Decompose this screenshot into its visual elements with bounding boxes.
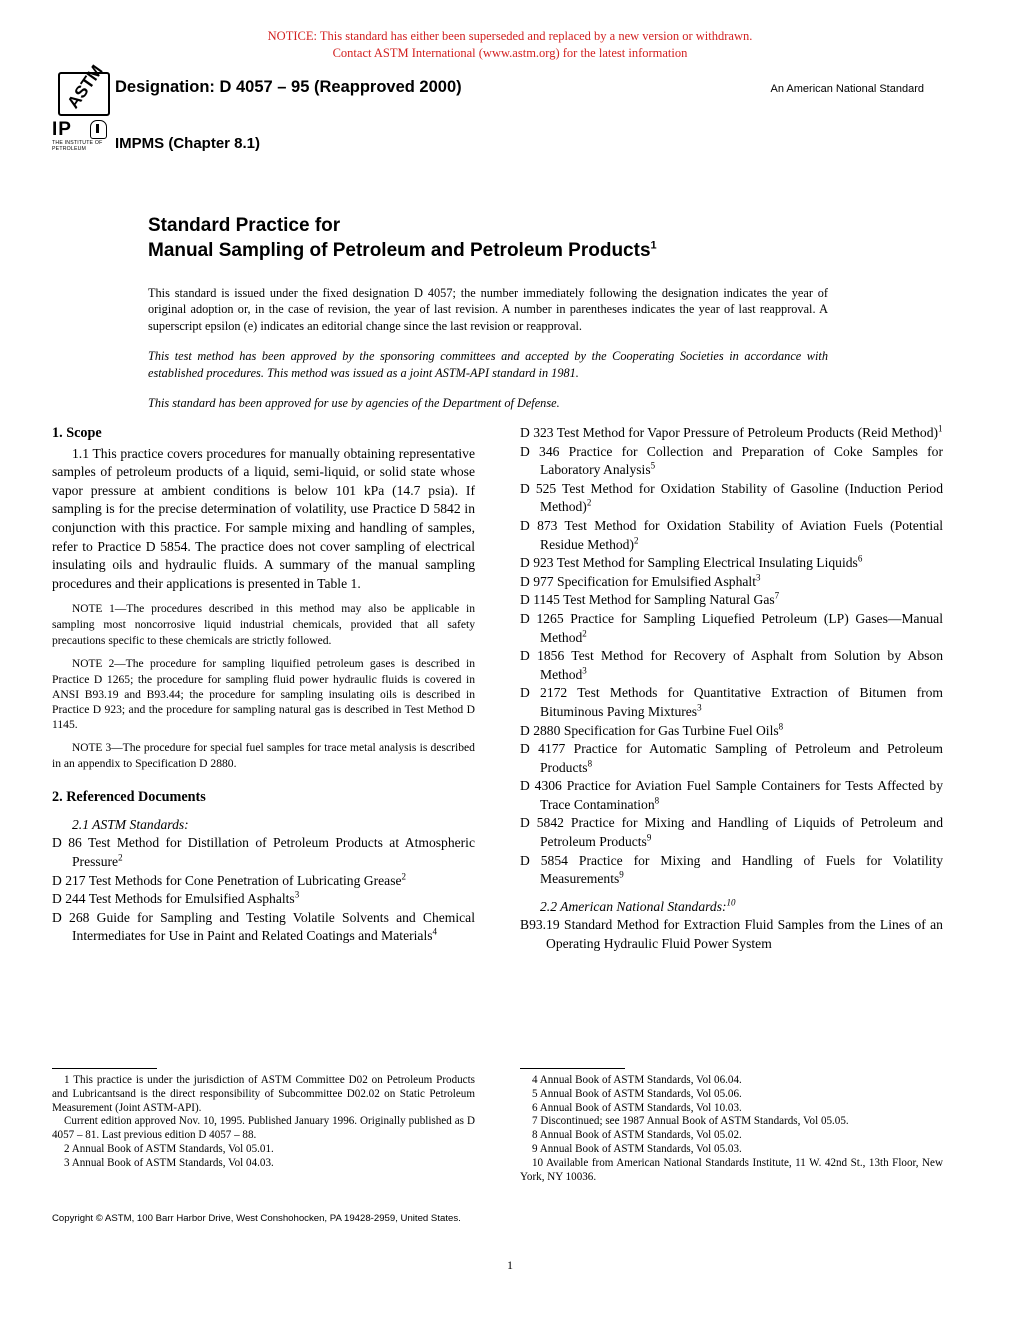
astm-standard-item [520, 424, 943, 443]
astm-standard-item [52, 890, 475, 909]
impms-chapter-label: IMPMS (Chapter 8.1) [115, 135, 261, 152]
footnotes-right [520, 1074, 943, 1184]
reference-footnote-marker: 2 [586, 497, 592, 508]
reference-title: Practice for Aviation Fuel Sample Containers for Tests Affected by Trace Contamination [540, 778, 943, 812]
reference-title: Standard Method for Extraction Fluid Samples from the Lines of an Operating Hydraulic Fluid Power System [546, 917, 943, 952]
reference-title: Test Method for Recovery of Asphalt from Solution by Abson Method [540, 648, 943, 682]
reference-id: D 268 [52, 909, 97, 925]
page-title [148, 213, 848, 263]
ip-logo-badge-icon [90, 120, 107, 139]
astm-standard-item [52, 872, 475, 891]
reference-id: D 346 [520, 443, 569, 459]
reference-id: D 977 [520, 573, 558, 589]
reference-footnote-marker: 1 [938, 423, 943, 434]
title-line-1: Standard Practice for [148, 215, 341, 236]
reference-id: D 2880 [520, 722, 564, 738]
reference-id: D 923 [520, 555, 557, 571]
reference-footnote-marker: 9 [619, 869, 624, 880]
astm-standard-item [520, 722, 943, 741]
note-3-label: NOTE 3— [72, 742, 123, 755]
astm-standards-list-part1 [52, 834, 475, 946]
reference-id: D 5854 [520, 852, 579, 868]
note-2-text: The procedure for sampling liquified petroleum gases is described in Practice D 1265; the procedure for sampling fluid power hydraulic fluids is covered in ANSI B93.19 and B93.44; the procedure for sampling insulating oils is described in Practice D 923; and the procedure for sampling natural gas is described in Test Method D 1145. [52, 656, 475, 731]
astm-standard-item [52, 909, 475, 946]
page-number: 1 [507, 1258, 513, 1272]
note-1-label: NOTE 1— [72, 603, 127, 616]
footnote: 3 Annual Book of ASTM Standards, Vol 04.03. [64, 1156, 274, 1169]
reference-title: Test Methods for Cone Penetration of Lubricating Grease [88, 872, 402, 888]
superseded-notice [0, 28, 1020, 62]
footnote: 9 Annual Book of ASTM Standards, Vol 05.03. [532, 1142, 742, 1155]
reference-title: Specification for Emulsified Asphalt [557, 573, 756, 589]
reference-id: D 4306 [520, 778, 567, 794]
reference-footnote-marker: 2 [582, 628, 587, 638]
reference-id: D 323 [520, 425, 557, 440]
astm-standard-item [520, 517, 943, 554]
footnote: 10 Available from American National Standards Institute, 11 W. 42nd St., 13th Floor, New York, NY 10036. [520, 1156, 943, 1183]
footnotes-left [52, 1074, 475, 1171]
reference-title: Practice for Collection and Preparation of Coke Samples for Laboratory Analysis [540, 443, 943, 478]
scope-heading: 1. Scope [52, 425, 102, 441]
reference-footnote-marker: 3 [294, 889, 300, 900]
reference-id: D 1856 [520, 648, 572, 664]
reference-footnote-marker: 2 [401, 871, 407, 882]
notice-line-1: NOTICE: This standard has either been superseded and replaced by a new version or withdrawn. [267, 29, 753, 43]
reference-title: Practice for Mixing and Handling of Fuels for Volatility Measurements [540, 852, 943, 887]
footnote: 1 This practice is under the jurisdiction of ASTM Committee D02 on Petroleum Products and Lubricantsand is the direct responsibility of Subcommittee D02.02 on Static Petroleum Measurement (Joint ASTM-API). [52, 1074, 475, 1114]
reference-footnote-marker: 2 [634, 535, 639, 546]
ans-standards-list [520, 916, 943, 953]
reference-footnote-marker: 6 [857, 553, 863, 564]
title-line-2: Manual Sampling of Petroleum and Petroleum Products$^1$ [148, 239, 657, 261]
reference-id: D 244 [52, 891, 89, 907]
note-3 [52, 740, 475, 771]
reference-title: Test Methods for Quantitative Extraction of Bitumen from Bituminous Paving Mixtures [540, 685, 943, 719]
preamble-para-3: This standard has been approved for use by agencies of the Department of Defense. [148, 396, 560, 411]
reference-footnote-marker: 4 [432, 926, 438, 937]
astm-standard-item [520, 554, 943, 573]
footnote: 4 Annual Book of ASTM Standards, Vol 06.04. [532, 1074, 742, 1086]
reference-footnote-marker: 7 [774, 590, 780, 601]
right-column [520, 424, 943, 954]
reference-id: D 1145 [520, 592, 564, 608]
reference-id: B93.19 [520, 917, 565, 933]
astm-standard-item [520, 684, 943, 721]
ans-standards-subheading: 2.2 American National Standards:$^{10}$ [540, 897, 736, 914]
astm-logo-icon [58, 61, 108, 114]
note-1 [52, 601, 475, 647]
astm-standard-item [520, 443, 943, 480]
reference-id: D 4177 [520, 741, 574, 757]
title-footnote-marker: 1 [650, 239, 657, 252]
note-2-label: NOTE 2— [72, 657, 126, 670]
reference-footnote-marker: 8 [778, 720, 784, 731]
astm-logo-text: ASTM [63, 61, 107, 112]
astm-standards-list-part2 [520, 424, 943, 889]
preamble-para-1: This standard is issued under the fixed designation D 4057; the number immediately following the designation indicates the year of original adoption or, in the case of revision, the year of last revision. A number in parentheses indicates the year of last reapproval. A superscript epsilon (e) indicates an editorial change since the last revision or reapproval. [148, 286, 828, 333]
reference-title: Test Method for Sampling Natural Gas [563, 592, 775, 608]
reference-id: D 525 [520, 480, 563, 496]
reference-footnote-marker: 2 [118, 852, 123, 863]
designation-line: Designation: D 4057 – 95 (Reapproved 2000) [115, 78, 462, 96]
reference-id: D 86 [52, 835, 88, 851]
reference-title: Practice for Sampling Liquefied Petroleum (LP) Gases—Manual Method [540, 610, 943, 645]
footnote-rule-left [52, 1068, 157, 1069]
reference-title: Test Method for Sampling Electrical Insulating Liquids [556, 555, 858, 571]
preamble-para-2: This test method has been approved by the sponsoring committees and accepted by the Cooperating Societies in accordance with established procedures. This method was issued as a joint ASTM-API standard in 1981. [148, 349, 828, 380]
reference-title: Test Method for Oxidation Stability of Gasoline (Induction Period Method) [540, 480, 943, 515]
footnote: 2 Annual Book of ASTM Standards, Vol 05.01. [64, 1142, 274, 1155]
reference-title: Test Method for Oxidation Stability of Aviation Fuels (Potential Residue Method) [540, 517, 944, 552]
reference-title: Guide for Sampling and Testing Volatile Solvents and Chemical Intermediates for Use in Paint and Related Coatings and Materials [72, 909, 475, 944]
astm-standards-subheading: 2.1 ASTM Standards: [72, 816, 189, 832]
astm-standard-item [520, 610, 943, 647]
scope-paragraph: 1.1 This practice covers procedures for manually obtaining representative samples of petroleum products of a liquid, semi-liquid, or solid state whose vapor pressure at ambient conditions is below 101 kPa (14.7 psia). If sampling is for the precise determination of volatility, use Practice D 5842 in conjunction with this practice. For sample mixing and handling of samples, refer to Practice D 5854. The practice does not cover sampling of electrical insulating oils and hydraulic fluids. A summary of the manual sampling procedures and their applications is presented in Table 1. [52, 445, 475, 591]
astm-standard-item [520, 573, 943, 592]
astm-standard-item [520, 480, 943, 517]
reference-footnote-marker: 8 [587, 758, 593, 769]
copyright-line: Copyright © ASTM, 100 Barr Harbor Drive, West Conshohocken, PA 19428-2959, United States. [52, 1213, 461, 1224]
reference-title: Test Method for Vapor Pressure of Petroleum Products (Reid Method) [556, 425, 939, 440]
astm-standard-item [520, 740, 943, 777]
footnote: 7 Discontinued; see 1987 Annual Book of ASTM Standards, Vol 05.05. [532, 1115, 849, 1128]
astm-standard-item [520, 814, 943, 851]
reference-title: Test Methods for Emulsified Asphalts [88, 891, 295, 907]
reference-footnote-marker: 9 [646, 832, 652, 843]
reference-title: Specification for Gas Turbine Fuel Oils [563, 722, 779, 738]
reference-footnote-marker: 5 [650, 460, 656, 471]
astm-standard-item [520, 852, 943, 889]
american-national-standard-note: An American National Standard [770, 83, 924, 95]
ip-logo-icon [52, 119, 108, 159]
footnote: 5 Annual Book of ASTM Standards, Vol 05.06. [532, 1087, 742, 1100]
reference-id: D 1265 [520, 610, 571, 626]
footnote: 8 Annual Book of ASTM Standards, Vol 05.02. [532, 1129, 742, 1142]
notice-line-2: Contact ASTM International (www.astm.org) for the latest information [332, 46, 688, 60]
reference-footnote-marker: 8 [654, 795, 660, 806]
preamble-block [148, 285, 828, 411]
reference-footnote-marker: 3 [755, 572, 761, 583]
ip-logo-subtext: THE INSTITUTE OF PETROLEUM [52, 140, 103, 153]
reference-id: D 873 [520, 517, 565, 533]
ip-logo-text: IP [52, 119, 72, 140]
reference-title: Test Method for Distillation of Petroleum Products at Atmospheric Pressure [72, 835, 475, 870]
reference-footnote-marker: 3 [697, 702, 702, 713]
astm-standard-item [52, 834, 475, 871]
astm-standard-item [520, 777, 943, 814]
reference-id: D 217 [52, 872, 89, 888]
note-2 [52, 656, 475, 732]
reference-id: D 5842 [520, 815, 571, 831]
note-3-text: The procedure for special fuel samples for trace metal analysis is described in an appendix to Specification D 2880. [52, 741, 475, 771]
footnote: Current edition approved Nov. 10, 1995. Published January 1996. Originally published as D 4057 – 81. Last previous edition D 4057 – 88. [52, 1115, 475, 1142]
astm-standard-item [520, 647, 943, 684]
footnote-rule-right [520, 1068, 625, 1069]
note-1-text: The procedures described in this method may also be applicable in sampling most noncorrosive liquid industrial chemicals, provided that all safety precautions specific to these chemicals are strictly followed. [52, 602, 475, 647]
astm-standard-item [520, 591, 943, 610]
referenced-documents-heading: 2. Referenced Documents [52, 789, 206, 806]
reference-id: D 2172 [520, 685, 578, 701]
reference-title: Practice for Mixing and Handling of Liquids of Petroleum and Petroleum Products [540, 815, 943, 850]
left-column [52, 424, 475, 946]
ans-standard-item [520, 916, 943, 953]
reference-footnote-marker: 3 [582, 665, 587, 676]
reference-title: Practice for Automatic Sampling of Petroleum and Petroleum Products [540, 741, 943, 775]
footnote: 6 Annual Book of ASTM Standards, Vol 10.03. [532, 1101, 742, 1114]
